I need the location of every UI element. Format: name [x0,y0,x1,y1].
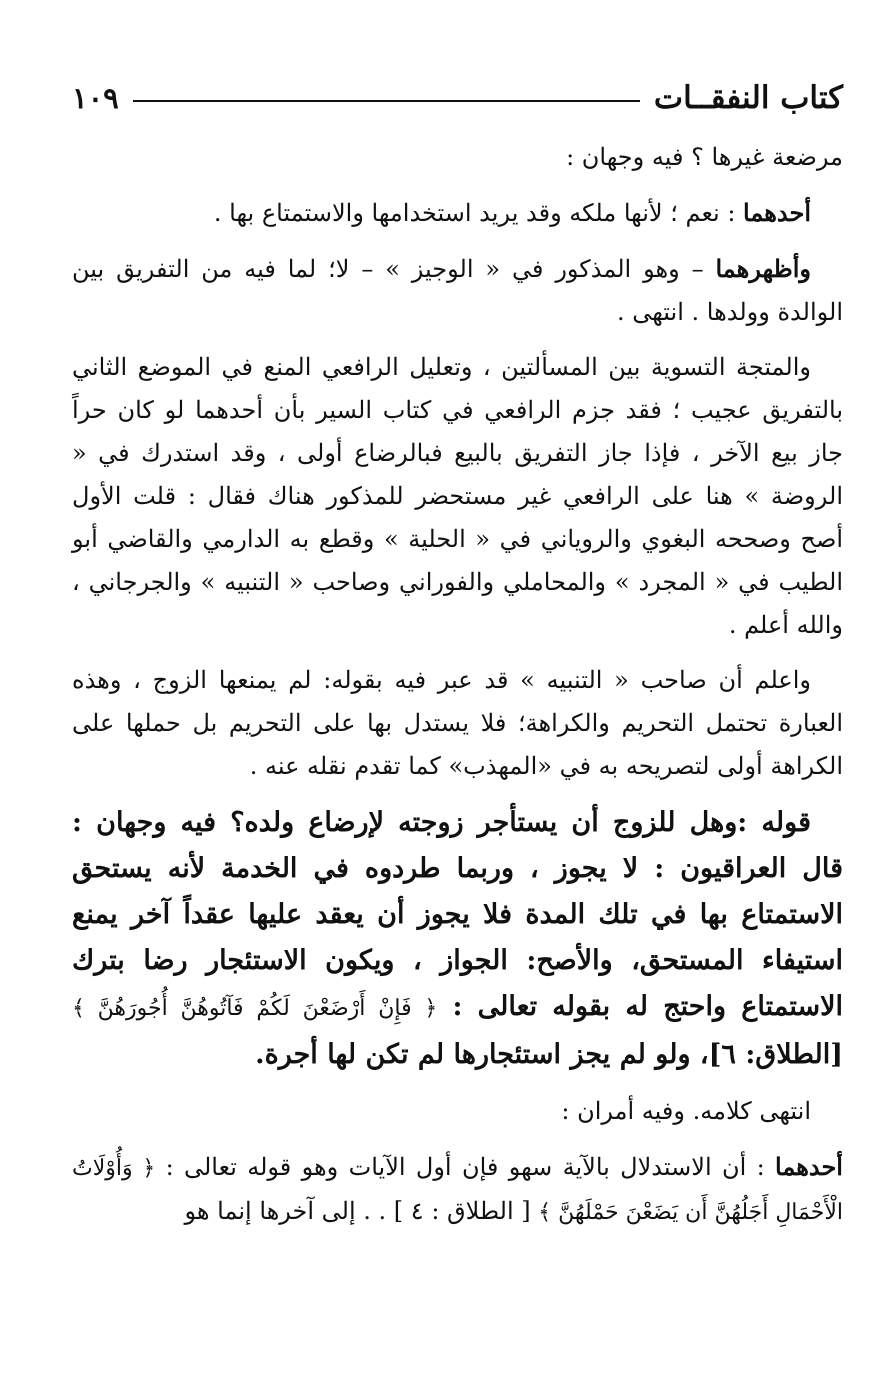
text-run: [ الطلاق : ٤ ] . . إلى آخرها إنما هو [184,1197,539,1225]
text-run: واعلم أن صاحب « التنبيه » قد عبر فيه بقوله: لم يمنعها الزوج ، وهذه العبارة تحتمل التحريم والكراهة؛ فلا يستدل بها على التحريم بل حملها على الكراهة أولى لتصريحه به في «المهذب» كما تقدم نقله عنه . [72,666,844,780]
paragraph [72,247,843,334]
quran-verse: ﴿ فَإِنْ أَرْضَعْنَ لَكُمْ فَآتُوهُنَّ أُجُورَهُنَّ ﴾ [72,996,438,1021]
bold-lead: أحدهما [743,198,811,227]
text-run: – وهو المذكور في « الوجيز » – لا؛ لما فيه من التفريق بين الوالدة وولدها . انتهى . [72,255,843,326]
text-run: : أن الاستدلال بالآية سهو فإن أول الآيات وهو قوله تعالى : [155,1153,776,1181]
text-run: : نعم ؛ لأنها ملكه وقد يريد استخدامها والاستمتاع بها . [213,199,744,227]
running-header [72,70,843,126]
text-run: والمتجة التسوية بين المسألتين ، وتعليل الرافعي المنع في الموضع الثاني بالتفريق عجيب ؛ فقد جزم الرافعي في كتاب السير بأن أحدهما لو كان حراً جاز بيع الآخر ، فإذا جاز التفريق بالبيع فبالرضاع أولى ، وقد استدرك في « الروضة » هنا على الرافعي غير مستحضر للمذكور هناك فقال : قلت الأول أصح وصححه البغوي والروياني في « الحلية » وقطع به الدارمي والقاضي أبو الطيب في « المجرد » والمحاملي والفوراني وصاحب « التنبيه » والجرجاني ، والله أعلم . [72,353,844,639]
text-run: مرضعة غيرها ؟ فيه وجهان : [566,143,843,171]
text-run: [الطلاق: ٦]، ولو لم يجز استئجارها لم تكن لها أجرة. [255,1039,843,1070]
paragraph [72,1145,843,1234]
paragraph [72,1090,843,1133]
page-body [72,136,843,1234]
page-number: ١٠٩ [72,81,119,115]
paragraph [72,191,843,235]
bold-lead: أحدهما [775,1152,843,1181]
book-title: كتاب النفقــات [653,80,843,116]
paragraph [72,136,843,179]
paragraph [72,659,843,788]
text-run: انتهى كلامه. وفيه أمران : [561,1097,811,1125]
header-rule [133,100,640,102]
bold-lead: وأظهرهما [715,254,811,283]
paragraph [72,346,843,647]
quoted-passage [72,800,843,1078]
text-run: قوله :وهل للزوج أن يستأجر زوجته لإرضاع ولده؟ فيه وجهان : قال العراقيون : لا يجوز ، وربما طردوه في الخدمة لأنه يستحق الاستمتاع بها في تلك المدة فلا يجوز أن يعقد عليها عقداً آخر يمنع استيفاء المستحق، والأصح: الجواز ، ويكون الاستئجار رضا بترك الاستمتاع واحتج له بقوله تعالى : [72,807,843,1022]
quran-verse: ﴿ وَأُوْلَاتُ الْأَحْمَالِ أَجَلُهُنَّ أَن يَضَعْنَ حَمْلَهُنَّ ﴾ [72,1156,843,1225]
